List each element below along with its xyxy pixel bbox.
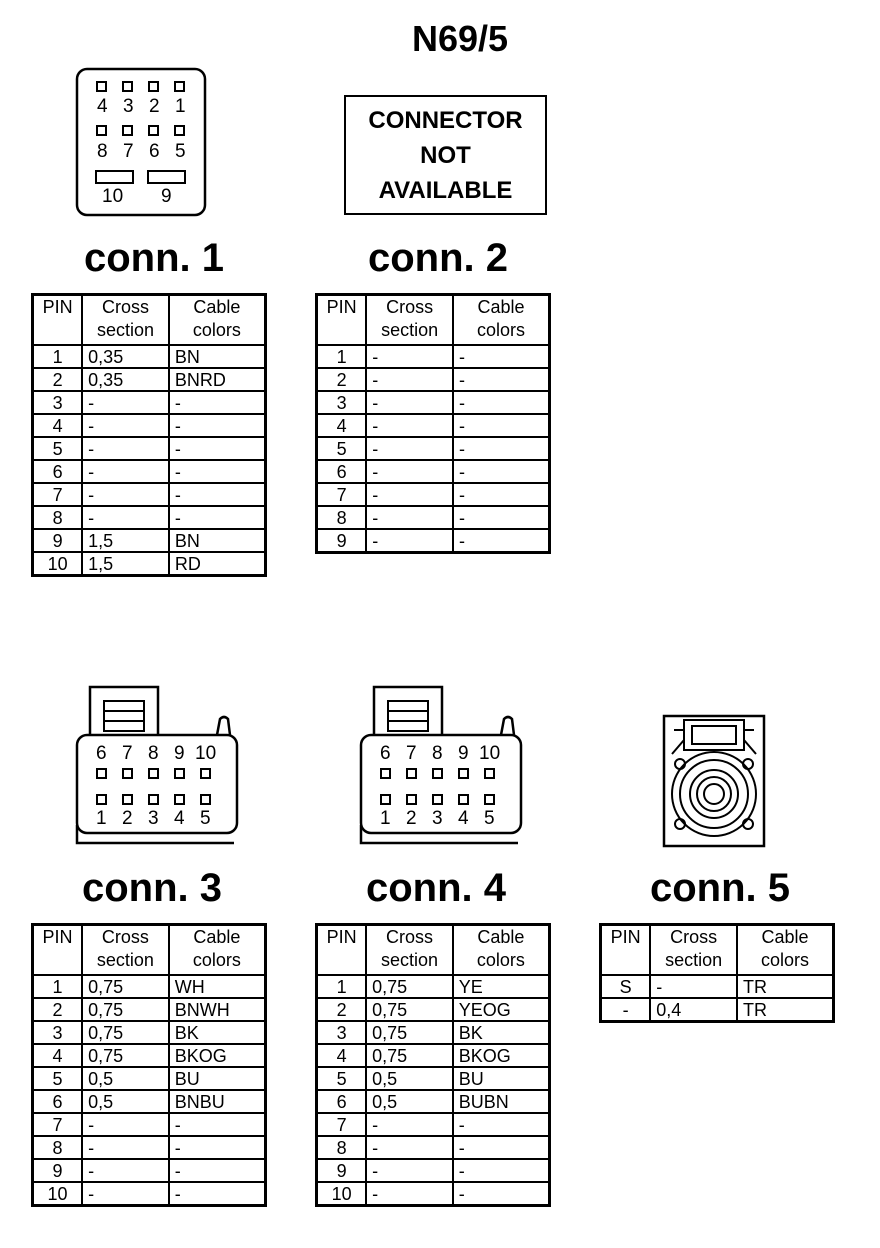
table-row [33,1090,266,1113]
cross-section-cell: - [82,414,169,437]
header-text: PIN [326,297,357,317]
pin-label: 9 [458,743,469,764]
pin-cell: 7 [317,1113,367,1136]
cable-color-cell: WH [169,975,266,998]
cross-section-cell: 0,75 [366,975,453,998]
pin-cell: 1 [33,975,83,998]
cable-color-cell: BU [453,1067,550,1090]
header-text: colors [476,320,525,340]
cross-section-cell: 0,75 [82,975,169,998]
table-row [317,506,550,529]
cable-color-cell: - [453,506,550,529]
pin-label: 1 [175,96,186,117]
conn4-title: conn. 4 [365,866,507,910]
cross-section-cell: 0,75 [82,1044,169,1067]
table-row [317,1113,550,1136]
pin-cell: 3 [33,391,83,414]
cross-section-cell: - [366,368,453,391]
table-row [317,975,550,998]
pin-cell: 7 [33,1113,83,1136]
pin-cell: 2 [317,998,367,1021]
pin-cell: 1 [317,345,367,368]
table-row [33,1113,266,1136]
cross-section-cell: - [82,437,169,460]
header-text: Cable [477,927,525,947]
pin-label: 4 [458,808,469,829]
cable-color-cell: - [169,437,266,460]
table-row [317,1159,550,1182]
connector-1-diagram [76,68,208,218]
cable-color-cell: BNBU [169,1090,266,1113]
cross-section-cell: - [366,460,453,483]
cross-section-cell: - [82,1136,169,1159]
conn2-pin-table [315,293,551,554]
pin-cell: 4 [317,414,367,437]
table-row [33,345,266,368]
connector-not-available-box [344,95,547,215]
header-cross-section [82,925,169,976]
cable-color-cell: BKOG [453,1044,550,1067]
table-row [317,1021,550,1044]
cross-section-cell: - [82,1182,169,1206]
table-row [33,1021,266,1044]
pin-label: 6 [380,743,391,764]
cable-color-cell: BN [169,529,266,552]
pin-cell: 7 [317,483,367,506]
cross-section-cell: 1,5 [82,529,169,552]
conn2-title: conn. 2 [367,236,509,280]
pin-label: 10 [195,743,217,764]
cross-section-cell: - [366,1113,453,1136]
pin-label: 7 [406,743,417,764]
table-header-row [317,295,550,346]
cross-section-cell: 0,5 [366,1090,453,1113]
header-text: section [381,320,439,340]
pin-cell: 6 [33,460,83,483]
pin-label: 8 [432,743,443,764]
cable-color-cell: BKOG [169,1044,266,1067]
pin-cell: 5 [33,437,83,460]
table-row [33,483,266,506]
cable-color-cell: - [169,1159,266,1182]
header-text: Cable [761,927,809,947]
header-text: section [96,320,155,340]
header-text: section [665,950,723,970]
header-cross-section [366,925,453,976]
cable-color-cell: - [453,437,550,460]
pin-cell: 4 [317,1044,367,1067]
table-row [317,437,550,460]
cable-color-cell: - [453,391,550,414]
pin-label: 2 [122,808,133,829]
cable-color-cell: - [169,1113,266,1136]
header-text: section [96,950,154,970]
cable-color-cell: - [169,414,266,437]
conn1-title: conn. 1 [83,236,225,280]
cross-section-cell: 0,75 [366,998,453,1021]
pin-cell: 5 [317,437,367,460]
pin-cell: 8 [317,506,367,529]
table-row [317,368,550,391]
table-row [317,391,550,414]
pin-label: 7 [122,743,133,764]
conn3-pin-table [31,923,267,1207]
pin-cell: 3 [33,1021,83,1044]
cross-section-cell: - [366,345,453,368]
pin-cell: 6 [317,460,367,483]
pin-cell: 2 [317,368,367,391]
cross-section-cell: - [366,391,453,414]
pin-cell: 8 [33,1136,83,1159]
pin-label: 2 [149,96,160,117]
table-row [33,975,266,998]
cable-color-cell: - [453,1159,550,1182]
pin-cell: 10 [33,552,83,576]
pin-label: 1 [96,808,107,829]
cable-color-cell: - [169,1136,266,1159]
cross-section-cell: - [366,1136,453,1159]
header-pin [33,925,83,976]
header-text: Cross [386,297,434,317]
cross-section-cell: - [366,483,453,506]
header-text: PIN [42,297,73,317]
table-row [33,506,266,529]
table-row [317,1182,550,1206]
header-text: Cable [477,297,525,317]
table-row [601,975,834,998]
header-text: colors [476,950,525,970]
table-row [33,1182,266,1206]
pin-label: 6 [149,141,160,162]
not-available-line: AVAILABLE [378,177,513,204]
table-row [33,368,266,391]
table-row [33,998,266,1021]
pin-cell: 3 [317,391,367,414]
pin-cell: 2 [33,368,83,391]
cable-color-cell: - [453,460,550,483]
header-pin [33,295,83,346]
header-cable-colors [453,925,550,976]
cable-color-cell: - [453,414,550,437]
pin-cell: 1 [33,345,83,368]
cross-section-cell: 0,75 [82,1021,169,1044]
pin-label: 9 [174,743,185,764]
cross-section-cell: - [366,1159,453,1182]
header-text: PIN [42,927,73,947]
table-row [33,1159,266,1182]
cross-section-cell: - [366,506,453,529]
table-row [317,460,550,483]
pin-cell: 5 [33,1067,83,1090]
cross-section-cell: 0,35 [82,345,169,368]
table-row [33,414,266,437]
conn1-pin-table [31,293,267,577]
cross-section-cell: - [82,483,169,506]
connector-5-coax-diagram [662,714,766,848]
cable-color-cell: BK [453,1021,550,1044]
header-cable-colors [737,925,834,976]
table-header-row [601,925,834,976]
cross-section-cell: 0,75 [82,998,169,1021]
pin-label: 3 [123,96,134,117]
cross-section-cell: - [366,1182,453,1206]
cable-color-cell: - [169,483,266,506]
pin-cell: 4 [33,414,83,437]
pin-label: 5 [484,808,495,829]
cable-color-cell: BNRD [169,368,266,391]
pin-cell: 10 [317,1182,367,1206]
pin-label: 5 [200,808,211,829]
table-header-row [33,925,266,976]
cross-section-cell: - [82,506,169,529]
pin-cell: 8 [317,1136,367,1159]
header-cable-colors [169,295,266,346]
header-text: colors [192,320,241,340]
cross-section-cell: - [82,1159,169,1182]
cable-color-cell: - [453,1113,550,1136]
table-row [33,460,266,483]
cable-color-cell: BN [169,345,266,368]
pin-cell: 4 [33,1044,83,1067]
pin-label: 10 [479,743,501,764]
header-text: Cross [385,927,433,947]
cross-section-cell: - [82,391,169,414]
pin-label: 9 [161,186,172,207]
cable-color-cell: - [453,529,550,553]
header-text: section [380,950,438,970]
pin-cell: 9 [317,529,367,553]
header-cross-section [650,925,737,976]
header-text: PIN [326,927,357,947]
cross-section-cell: 1,5 [82,552,169,576]
cross-section-cell: 0,35 [82,368,169,391]
header-cable-colors [453,295,550,346]
header-pin [317,925,367,976]
pin-label: 10 [102,186,124,207]
cable-color-cell: BU [169,1067,266,1090]
header-pin [317,295,367,346]
cross-section-cell: - [82,1113,169,1136]
table-row [33,529,266,552]
pin-cell: S [601,975,651,998]
table-row [33,437,266,460]
table-row [317,998,550,1021]
header-cross-section [366,295,453,346]
pin-label: 4 [97,96,108,117]
header-text: Cross [101,297,149,317]
pin-label: 3 [148,808,159,829]
cross-section-cell: 0,5 [82,1067,169,1090]
pin-cell: 9 [317,1159,367,1182]
table-row [33,1044,266,1067]
not-available-line: NOT [420,142,471,169]
cable-color-cell: - [169,460,266,483]
pin-cell: 6 [317,1090,367,1113]
pin-label: 8 [148,743,159,764]
cross-section-cell: - [366,437,453,460]
cable-color-cell: YE [453,975,550,998]
header-cross-section [82,295,169,346]
pin-cell: 2 [33,998,83,1021]
table-header-row [317,925,550,976]
cable-color-cell: - [453,368,550,391]
cable-color-cell: YEOG [453,998,550,1021]
pin-label: 5 [175,141,186,162]
table-row [317,345,550,368]
cable-color-cell: - [169,391,266,414]
cable-color-cell: BNWH [169,998,266,1021]
header-text: colors [760,950,809,970]
pin-label: 1 [380,808,391,829]
header-text: Cable [193,927,241,947]
header-text: colors [192,950,241,970]
pin-cell: - [601,998,651,1022]
table-row [317,414,550,437]
cross-section-cell: 0,5 [82,1090,169,1113]
table-row [317,529,550,553]
pin-label: 4 [174,808,185,829]
header-text: PIN [610,927,641,947]
cable-color-cell: - [169,1182,266,1206]
header-text: Cross [670,927,718,947]
cross-section-cell: - [650,975,737,998]
pin-label: 2 [406,808,417,829]
table-row [33,552,266,576]
cable-color-cell: BUBN [453,1090,550,1113]
cross-section-cell: - [366,529,453,553]
cross-section-cell: 0,75 [366,1021,453,1044]
not-available-line: CONNECTOR [368,107,523,134]
table-row [33,1067,266,1090]
cable-color-cell: - [453,1182,550,1206]
pin-label: 3 [432,808,443,829]
cable-color-cell: TR [737,975,834,998]
pin-cell: 9 [33,529,83,552]
table-row [601,998,834,1022]
page-title: N69/5 [411,18,509,59]
cable-color-cell: - [453,1136,550,1159]
table-row [317,1090,550,1113]
cable-color-cell: - [453,345,550,368]
header-text: Cross [101,927,149,947]
table-row [317,483,550,506]
pin-label: 6 [96,743,107,764]
header-cable-colors [169,925,266,976]
header-pin [601,925,651,976]
cross-section-cell: - [82,460,169,483]
conn3-title: conn. 3 [81,866,223,910]
header-text: Cable [193,297,241,317]
cable-color-cell: - [169,506,266,529]
table-header-row [33,295,266,346]
pin-cell: 3 [317,1021,367,1044]
table-row [33,1136,266,1159]
table-row [317,1044,550,1067]
cross-section-cell: 0,75 [366,1044,453,1067]
cable-color-cell: TR [737,998,834,1022]
pin-label: 7 [123,141,134,162]
pin-cell: 6 [33,1090,83,1113]
cable-color-cell: RD [169,552,266,576]
cross-section-cell: 0,5 [366,1067,453,1090]
cable-color-cell: - [453,483,550,506]
cross-section-cell: - [366,414,453,437]
conn4-pin-table [315,923,551,1207]
pin-cell: 10 [33,1182,83,1206]
conn5-title: conn. 5 [649,866,791,910]
pin-cell: 9 [33,1159,83,1182]
table-row [317,1067,550,1090]
cross-section-cell: 0,4 [650,998,737,1022]
cable-color-cell: BK [169,1021,266,1044]
pin-cell: 7 [33,483,83,506]
table-row [33,391,266,414]
conn5-pin-table [599,923,835,1023]
pin-cell: 1 [317,975,367,998]
pin-cell: 5 [317,1067,367,1090]
table-row [317,1136,550,1159]
pin-cell: 8 [33,506,83,529]
pin-label: 8 [97,141,108,162]
